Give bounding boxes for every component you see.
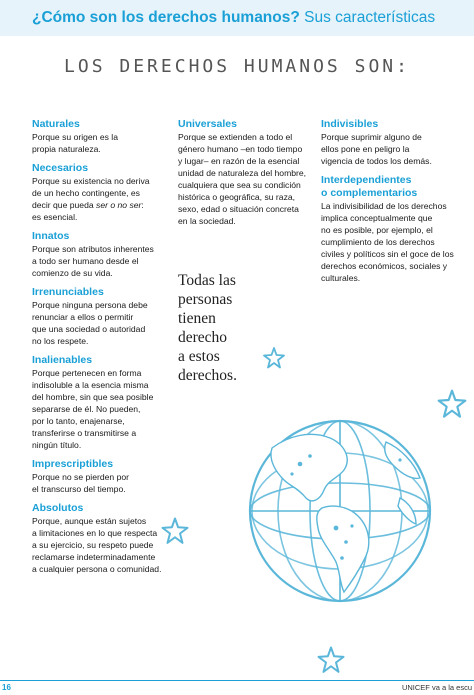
text-line: a cualquier persona o comunidad. [32,564,162,574]
quote-line: derechos. [178,367,237,384]
quote-line: a estos [178,348,220,365]
text-line: cualquiera que sea su condición [178,180,301,190]
page-number: 16 [2,683,11,692]
characteristic-section [32,162,172,223]
text-line: a todo ser humano desde el [32,256,139,266]
characteristic-title-line: o complementarios [321,187,418,199]
characteristic-text [32,471,172,495]
text-line: propia naturaleza. [32,144,101,154]
characteristic-text [32,299,172,347]
characteristic-text [32,515,172,575]
characteristic-title [321,174,461,200]
text-line: La indivisibilidad de los derechos [321,201,447,211]
text-line: separarse de él. No pueden, [32,404,141,414]
text-line: comienzo de su vida. [32,268,113,278]
footer-rule [0,680,474,681]
text-line: no los respete. [32,336,89,346]
quote-line: tienen [178,310,216,327]
star-icon [262,346,286,370]
characteristic-section [32,354,172,451]
text-line: implica conceptualmente que [321,213,433,223]
text-line: de un hecho contingente, es [32,188,140,198]
text-line: Porque no se pierden por [32,472,129,482]
characteristic-section [32,286,172,347]
characteristic-title: Universales [178,118,237,130]
text-line: Porque, aunque están sujetos [32,516,147,526]
text-line: decir que pueda ser o no ser: [32,200,144,210]
text-line: Porque pertenecen en forma [32,368,142,378]
characteristic-title: Irrenunciables [32,286,104,298]
text-line: ellos pone en peligro la [321,144,410,154]
text-line: Porque son atributos inherentes [32,244,154,254]
text-line: es esencial. [32,212,78,222]
characteristic-section [321,118,461,167]
text-line: en la sociedad. [178,216,236,226]
characteristic-title: Innatos [32,230,70,242]
characteristic-title: Naturales [32,118,80,130]
star-icon [316,645,346,675]
characteristic-title: Indivisibles [321,118,379,130]
column-middle [178,118,316,234]
characteristic-title: Absolutos [32,502,84,514]
characteristic-text [321,200,461,284]
column-right [321,118,461,291]
characteristic-text [32,175,172,223]
characteristic-text [321,131,461,167]
characteristic-section [32,502,172,575]
page-title-main: ¿Cómo son los derechos humanos? [32,9,300,26]
text-line: culturales. [321,273,361,283]
characteristic-title: Inalienables [32,354,93,366]
star-icon [160,516,190,546]
globe-icon [240,408,440,613]
characteristic-section [32,118,172,155]
handwritten-heading: LOS DERECHOS HUMANOS SON: [64,56,410,77]
characteristic-section [321,174,461,284]
text-line: a su ejercicio, su respeto puede [32,540,154,550]
quote-line: Todas las [178,272,236,289]
text-line: reclamarse indeterminadamente [32,552,156,562]
text-line: unidad de naturaleza del hombre, [178,168,307,178]
characteristic-section [32,230,172,279]
quote-line: derecho [178,329,228,346]
characteristic-text [178,131,316,227]
characteristic-title: Necesarios [32,162,89,174]
text-line: derechos económicos, sociales y [321,261,448,271]
text-line: y lugar– en razón de la esencial [178,156,300,166]
text-line: transferirse o transmitirse a [32,428,137,438]
text-line: Porque ninguna persona debe [32,300,148,310]
text-line: a limitaciones en lo que respecta [32,528,158,538]
text-line: Porque su origen es la [32,132,118,142]
text-line: civiles y políticos sin el goce de los [321,249,454,259]
text-line: sexo, edad o situación concreta [178,204,299,214]
text-line: Porque se extienden a todo el [178,132,293,142]
characteristic-text [32,367,172,451]
text-line: que una sociedad o autoridad [32,324,146,334]
footer-text: UNICEF va a la escu [401,683,472,692]
text-line: Porque suprimir alguno de [321,132,422,142]
text-line: cumplimiento de los derechos [321,237,435,247]
characteristic-section [32,458,172,495]
text-line: indisoluble a la esencia misma [32,380,149,390]
text-line: por lo tanto, enajenarse, [32,416,125,426]
text-line: no es posible, por ejemplo, el [321,225,433,235]
text-line: histórica o geográfica, su raza, [178,192,296,202]
text-line: vigencia de todos los demás. [321,156,432,166]
column-left [32,118,172,582]
characteristic-title: Imprescriptibles [32,458,114,470]
characteristic-text [32,131,172,155]
text-line: género humano –en todo tiempo [178,144,303,154]
quote-line: personas [178,291,233,308]
characteristic-section [178,118,316,227]
star-icon [436,388,468,420]
page-title [32,9,435,27]
text-line: del hombre, sin que sea posible [32,392,154,402]
text-line: renunciar a ellos o permitir [32,312,134,322]
text-line: ningún título. [32,440,82,450]
text-line: el transcurso del tiempo. [32,484,126,494]
characteristic-text [32,243,172,279]
characteristic-title-line: Interdependientes [321,174,412,186]
page-title-sub: Sus características [299,9,436,26]
text-line: Porque su existencia no deriva [32,176,150,186]
